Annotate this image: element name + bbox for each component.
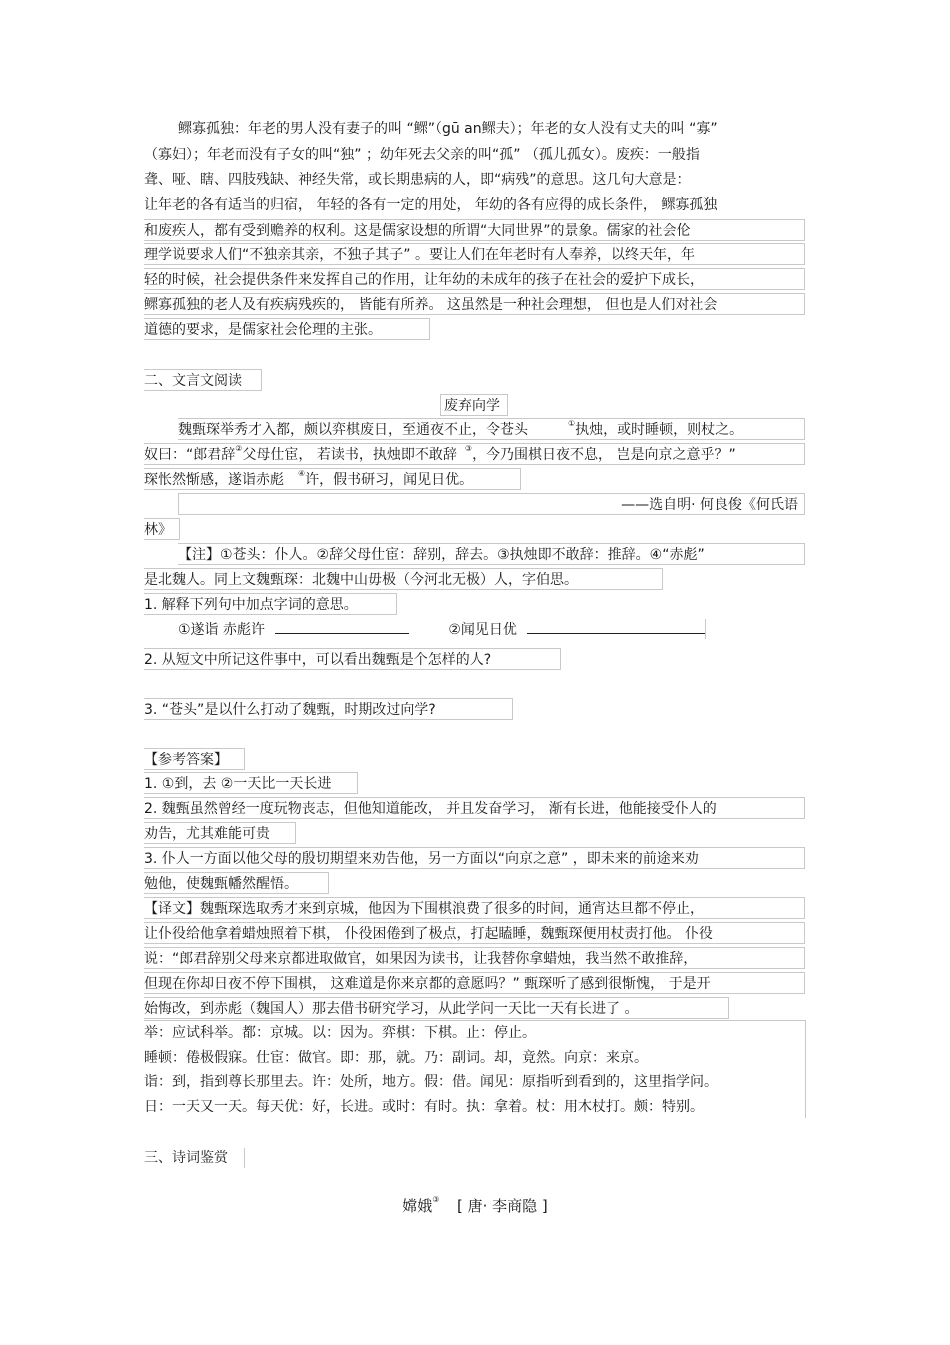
article-source: ——选自明· 何良俊《何氏语 <box>178 493 805 515</box>
question-1b: ②闻见日优 <box>448 622 517 638</box>
intro-line-8: 鳏寡孤独的老人及有疾病残疾的， 皆能有所养。 这虽然是一种社会理想， 但也是人们对社会 <box>144 293 805 315</box>
translation-line-1: 【译文】魏甄琛选取秀才来到京城，他因为下围棋浪费了很多的时间，通宵达旦都不停止， <box>144 897 805 919</box>
translation-line-5: 始悔改，到赤彪（魏国人）那去借书研究学习，从此学问一天比一天有长进了 。 <box>144 997 729 1019</box>
glossary-line-1: 举：应试科举。都：京城。以：因为。弈棋：下棋。止：停止。 <box>144 1025 536 1041</box>
article-line-1: 魏甄琛举秀才入都，颇以弈棋废日，至通夜不止，令苍头 ①执烛，或时睡顿，则杖之。 <box>178 418 805 440</box>
question-1: 1. 解释下列句中加点字词的意思。 <box>144 593 397 615</box>
intro-line-1: 鳏寡孤独：年老的男人没有妻子的叫 “鳏”（gū an鳏夫）；年老的女人没有丈夫的叫 “寡” <box>178 121 718 137</box>
poem-title: 嫦娥 <box>402 1197 433 1215</box>
intro-line-6: 理学说要求人们“不独亲其亲，不独子其子” 。要让人们在年老时有人奉养，以终天年，年 <box>144 243 805 265</box>
footnote-mark-4: ④ <box>298 469 306 478</box>
answer-blank-1b[interactable] <box>527 619 705 634</box>
answer-3-line-2: 勉他，使魏甄幡然醒悟。 <box>144 872 329 894</box>
note-line-2: 是北魏人。同上文魏甄琛：北魏中山毋极（今河北无极）人，字伯思。 <box>144 568 663 590</box>
article-line-2: 奴曰：“郎君辞②父母仕宦， 若读书，执烛即不敢辞 ③，今乃围棋日夜不息， 岂是向京之意乎？” <box>144 443 805 465</box>
answer-heading: 【参考答案】 <box>144 748 245 770</box>
glossary-line-2: 睡顿：倦极假寐。仕宦：做官。即：那，就。乃：副词。却，竟然。向京：来京。 <box>144 1050 648 1066</box>
answer-2-line-2: 劝告，尤其难能可贵 <box>144 822 296 844</box>
article-line-3: 琛怅然惭感，遂诣赤彪 ④许，假书研习，闻见日优。 <box>144 468 521 490</box>
intro-line-4: 让年老的各有适当的归宿， 年轻的各有一定的用处， 年幼的各有应得的成长条件， 鳏寡孤独 <box>144 197 718 213</box>
intro-line-5: 和废疾人，都有受到赡养的权利。这是儒家设想的所谓“大同世界”的景象。儒家的社会伦 <box>144 219 805 241</box>
intro-line-2: （寡妇）；年老而没有子女的叫“独” ；幼年死去父亲的叫“孤” （孤儿孤女）。废疾：一般指 <box>144 147 700 163</box>
poem-title-line <box>0 1196 950 1216</box>
answer-1: 1. ①到，去 ②一天比一天长进 <box>144 772 358 794</box>
note-line-1: 【注】①苍头：仆人。②辞父母仕宦：辞别，辞去。③执烛即不敢辞：推辞。④“赤彪” <box>178 543 805 565</box>
glossary-line-4: 日：一天又一天。每天优：好，长进。或时：有时。执：拿着。杖：用木杖打。颇：特别。 <box>144 1099 704 1115</box>
translation-line-3: 说：“郎君辞别父母来京都进取做官，如果因为读书，让我替你拿蜡烛，我当然不敢推辞， <box>144 947 805 969</box>
answer-blank-1a[interactable] <box>275 619 409 634</box>
footnote-mark-1: ① <box>568 419 576 428</box>
translation-line-4: 但现在你却日夜不停下围棋， 这难道是你来京都的意愿吗？” 甄琛听了感到很惭愧， 于是开 <box>144 972 805 994</box>
intro-line-7: 轻的时候，社会提供条件来发挥自己的作用，让年幼的未成年的孩子在社会的爱护下成长， <box>144 268 805 290</box>
poem-footnote-mark: ③ <box>432 1195 440 1204</box>
intro-line-9: 道德的要求，是儒家社会伦理的主张。 <box>144 318 430 340</box>
answer-3-line-1: 3. 仆人一方面以他父母的殷切期望来劝告他，另一方面以“向京之意” ，即未来的前途来劝 <box>144 847 805 869</box>
translation-line-2: 让仆役给他拿着蜡烛照着下棋， 仆役困倦到了极点，打起瞌睡，魏甄琛便用杖责打他。 仆役 <box>144 922 805 944</box>
question-2: 2. 从短文中所记这件事中，可以看出魏甄是个怎样的人? <box>144 648 561 670</box>
question-1-items <box>178 619 706 639</box>
article-source-end: 林》 <box>144 518 180 540</box>
footnote-mark-2: ② <box>235 444 243 453</box>
section-3-heading: 三、诗词鉴赏 <box>144 1148 245 1168</box>
glossary-line-3: 诣：到，指到尊长那里去。许：处所，地方。假：借。闻见：原指听到看到的，这里指学问。 <box>144 1074 718 1090</box>
article-title: 废弃向学 <box>440 394 508 416</box>
section-2-heading: 二、文言文阅读 <box>144 369 262 391</box>
question-3: 3. “苍头”是以什么打动了魏甄，时期改过向学? <box>144 698 513 720</box>
answer-2-line-1: 2. 魏甄虽然曾经一度玩物丧志，但他知道能改， 并且发奋学习， 渐有长进，他能接受仆人的 <box>144 797 805 819</box>
question-1a: ①遂诣 赤彪许 <box>178 622 266 638</box>
poem-author: [ 唐· 李商隐 ] <box>456 1197 548 1215</box>
footnote-mark-3: ③ <box>464 444 473 453</box>
intro-line-3: 聋、哑、瞎、四肢残缺、神经失常，或长期患病的人，即“病残”的意思。这几句大意是： <box>144 172 691 188</box>
